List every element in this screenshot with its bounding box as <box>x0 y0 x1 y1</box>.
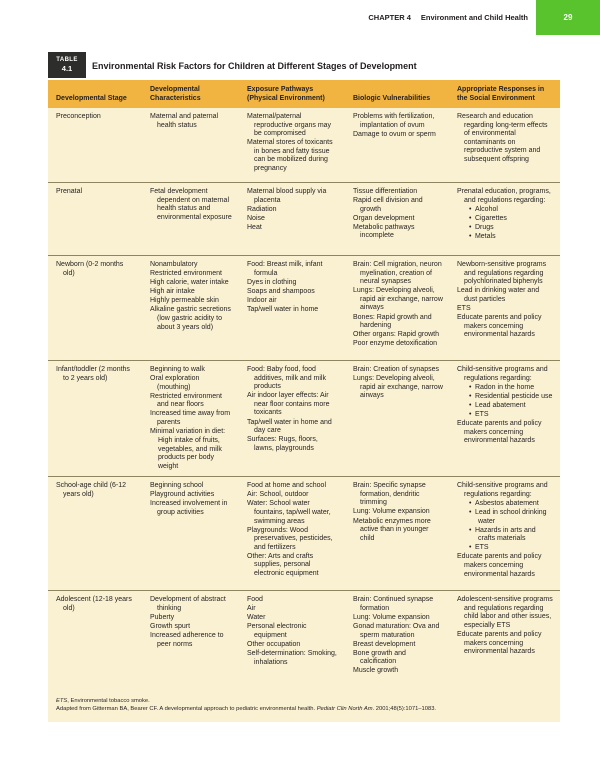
table-cell <box>142 477 239 590</box>
cell-line: Food at home and school <box>247 482 326 490</box>
cell-line: Water <box>247 614 266 622</box>
stage-cell <box>48 477 142 590</box>
cell-line: Growth spurt <box>150 622 191 630</box>
cell-line: Alkaline gastric secretions (low gastric acidity to about 3 years old) <box>150 306 231 331</box>
table-row <box>48 108 560 182</box>
table-cell <box>142 183 239 255</box>
table-cell <box>345 361 449 476</box>
table-badge <box>48 52 86 78</box>
chapter-title: Environment and Child Health <box>420 13 528 22</box>
table-cell <box>345 183 449 255</box>
table-cell <box>142 591 239 693</box>
cell-line: Infant/toddler (2 months to 2 years old) <box>56 366 130 382</box>
cell-line: Indoor air <box>247 296 277 304</box>
cell-line: Muscle growth <box>353 667 399 675</box>
cell-line: Beginning school <box>150 482 204 490</box>
cell-line: Lung: Volume expansion <box>353 613 430 621</box>
cell-line: • Lead abatement <box>469 401 526 409</box>
cell-line: High calorie, water intake <box>150 279 229 287</box>
cell-line: Other organs: Rapid growth <box>353 331 439 339</box>
cell-line: Maternal stores of toxicants in bones and fatty tissue can be mobilized during pregnancy <box>247 139 333 173</box>
table-title: Environmental Risk Factors for Children at Different Stages of Development <box>92 61 417 71</box>
footnote: ETS, Environmental tobacco smoke. <box>56 698 150 705</box>
cell-line: School-age child (6-12 years old) <box>56 482 127 498</box>
cell-line: ETS <box>457 304 471 312</box>
cell-line: Tap/well water in home and day care <box>247 418 332 435</box>
cell-line: Prenatal <box>56 188 83 195</box>
cell-line: • Metals <box>469 232 496 240</box>
cell-line: Maternal/paternal reproductive organs may be compromised <box>247 113 332 138</box>
table-badge-number: 4.1 <box>61 63 73 73</box>
cell-line: Highly permeable skin <box>150 297 219 305</box>
cell-line: Minimal variation in diet: <box>150 428 226 436</box>
table-cell <box>449 591 560 693</box>
cell-line: Educate parents and policy makers concerning environmental hazards <box>457 553 542 578</box>
cell-line: Other: Arts and crafts supplies, personal electronic equipment <box>247 552 319 578</box>
cell-line: Brain: Continued synapse formation <box>353 596 434 612</box>
stage-cell <box>48 591 142 693</box>
column-header: Developmental Characteristics <box>150 86 201 102</box>
table-cell <box>449 256 560 360</box>
cell-line: Bone growth and calcification <box>353 649 406 666</box>
cell-line: Metabolic enzymes more active than in younger child <box>353 517 431 542</box>
cell-line: Food: Baby food, food additives, milk and milk products <box>247 366 326 391</box>
cell-line: Lungs: Developing alveoli, rapid air exchange, narrow airways <box>353 375 443 400</box>
cell-line: Increased adherence to peer norms <box>150 632 224 648</box>
cell-line: Air indoor layer effects: Air near floor contains more toxicants <box>247 392 330 417</box>
stage-cell <box>48 361 142 476</box>
cell-line: Self-determination: Smoking, inhalations <box>247 650 337 666</box>
table-row <box>48 476 560 590</box>
cell-line: Bones: Rapid growth and hardening <box>353 313 432 330</box>
cell-line: Educate parents and policy makers concerning environmental hazards <box>457 420 542 445</box>
table-cell <box>449 361 560 476</box>
cell-line: • Hazards in arts and crafts materials <box>469 526 536 543</box>
cell-line: Increased time away from parents <box>150 410 231 427</box>
table-footnotes <box>48 693 560 722</box>
chapter-label: CHAPTER 4 <box>368 13 411 22</box>
cell-line: Brain: Creation of synapses <box>353 366 439 373</box>
cell-line: • Drugs <box>469 223 494 231</box>
table-cell <box>142 108 239 182</box>
table-caption-area <box>48 52 560 80</box>
table-cell <box>239 183 345 255</box>
page-number-box <box>536 0 600 35</box>
cell-line: • Alcohol <box>469 205 498 213</box>
cell-line: Adolescent-sensitive programs and regulations regarding child labor and other issues, especially ETS <box>457 596 553 629</box>
table-cell <box>449 183 560 255</box>
table-cell <box>239 477 345 590</box>
cell-line: Lung: Volume expansion <box>353 508 430 516</box>
cell-line: Increased involvement in group activities <box>150 500 228 516</box>
cell-line: Dyes in clothing <box>247 278 297 286</box>
cell-line: Problems with fertilization, implantation of ovum <box>353 113 435 129</box>
table-cell <box>449 477 560 590</box>
cell-line: Oral exploration (mouthing) <box>150 375 200 391</box>
cell-line: Brain: Cell migration, neuron myelination, creation of neural synapses <box>353 261 442 286</box>
table-cell <box>239 256 345 360</box>
cell-line: Metabolic pathways incomplete <box>353 223 415 240</box>
column-header: Developmental Stage <box>56 94 127 102</box>
table-body <box>48 108 560 722</box>
cell-line: Child-sensitive programs and regulations regarding: <box>457 366 548 382</box>
cell-line: High intake of fruits, vegetables, and milk products per body weight <box>158 437 222 471</box>
cell-line: Noise <box>247 214 265 222</box>
column-header: Biologic Vulnerabilities <box>353 94 431 102</box>
cell-line: • ETS <box>469 544 489 552</box>
cell-line: Soaps and shampoos <box>247 287 315 295</box>
cell-line: Child-sensitive programs and regulations regarding: <box>457 482 548 498</box>
cell-line: Educate parents and policy makers concerning environmental hazards <box>457 314 542 339</box>
cell-line: Radiation <box>247 205 277 213</box>
cell-line: Restricted environment <box>150 270 222 278</box>
cell-line: • Cigarettes <box>469 214 507 222</box>
cell-line: • Lead in school drinking water <box>469 508 547 525</box>
cell-line: Preconception <box>56 113 101 120</box>
table-cell <box>239 108 345 182</box>
cell-line: Playground activities <box>150 491 215 499</box>
cell-line: Organ development <box>353 214 415 222</box>
cell-line: Personal electronic equipment <box>247 623 307 639</box>
cell-line: Educate parents and policy makers concerning environmental hazards <box>457 631 542 656</box>
table-cell <box>345 477 449 590</box>
cell-line: Damage to ovum or sperm <box>353 130 436 138</box>
cell-line: Air: School, outdoor <box>247 491 309 499</box>
stage-cell <box>48 108 142 182</box>
cell-line: Restricted environment and near floors <box>150 392 222 409</box>
table-cell <box>345 108 449 182</box>
table-cell <box>345 591 449 693</box>
cell-line: Breast development <box>353 640 416 648</box>
cell-line: Playgrounds: Wood preservatives, pesticides, and fertilizers <box>247 526 333 551</box>
cell-line: Rapid cell division and growth <box>353 197 423 213</box>
table-cell <box>142 256 239 360</box>
table-row <box>48 255 560 360</box>
cell-line: Fetal development dependent on maternal health status and environmental exposure <box>150 188 232 221</box>
cell-line: Adolescent (12-18 years old) <box>56 596 132 612</box>
cell-line: Prenatal education, programs, and regulations regarding: <box>457 188 551 204</box>
running-head <box>368 13 528 22</box>
cell-line: Newborn-sensitive programs and regulations regarding polychlorinated biphenyls <box>457 261 547 286</box>
cell-line: Air <box>247 605 256 613</box>
column-header: Appropriate Responses in the Social Environment <box>457 86 545 102</box>
table-row <box>48 360 560 476</box>
table-row <box>48 182 560 255</box>
column-header: Exposure Pathways (Physical Environment) <box>247 86 325 102</box>
cell-line: • Radon in the home <box>469 383 535 391</box>
table-cell <box>142 361 239 476</box>
cell-line: Newborn (0-2 months old) <box>56 261 124 277</box>
stage-cell <box>48 256 142 360</box>
cell-line: Lead in drinking water and dust particles <box>457 287 540 303</box>
cell-line: Food: Breast milk, infant formula <box>247 261 323 277</box>
cell-line: • Residential pesticide use <box>469 392 553 400</box>
cell-line: Brain: Specific synapse formation, dendritic trimming <box>353 482 426 507</box>
page-number: 29 <box>563 13 573 22</box>
cell-line: Maternal blood supply via placenta <box>247 188 327 204</box>
cell-line: Tissue differentiation <box>353 188 418 195</box>
cell-line: Puberty <box>150 613 175 621</box>
cell-line: Poor enzyme detoxification <box>353 340 438 348</box>
footnote: Adapted from Gitterman BA, Bearer CF. A developmental approach to pediatric environmental health. Pediatr Clin North Am. 2001;48(5):1071–1083. <box>56 705 437 712</box>
cell-line: Maternal and paternal health status <box>150 113 219 129</box>
cell-line: Tap/well water in home <box>247 305 319 313</box>
table-column-headers <box>48 80 560 108</box>
cell-line: High air intake <box>150 288 195 296</box>
cell-line: Gonad maturation: Ova and sperm maturation <box>353 622 440 639</box>
cell-line: Nonambulatory <box>150 261 198 268</box>
cell-line: Other occupation <box>247 641 301 649</box>
cell-line: • Asbestos abatement <box>469 499 539 507</box>
cell-line: Beginning to walk <box>150 366 205 373</box>
cell-line: • ETS <box>469 410 489 418</box>
risk-factors-table <box>48 52 560 722</box>
table-row <box>48 590 560 693</box>
table-cell <box>239 591 345 693</box>
table-rows <box>48 108 560 693</box>
cell-line: Food <box>247 596 263 604</box>
table-cell <box>239 361 345 476</box>
table-cell <box>449 108 560 182</box>
cell-line: Water: School water fountains, tap/well water, swimming areas <box>247 500 331 525</box>
table-cell <box>345 256 449 360</box>
table-badge-label: TABLE <box>56 56 78 63</box>
cell-line: Research and education regarding long-term effects of environmental contaminants on reproductive system and subsequent offspring <box>457 113 548 163</box>
cell-line: Lungs: Developing alveoli, rapid air exchange, narrow airways <box>353 287 443 312</box>
cell-line: Heat <box>247 223 262 231</box>
stage-cell <box>48 183 142 255</box>
cell-line: Surfaces: Rugs, floors, lawns, playgrounds <box>247 436 318 452</box>
cell-line: Development of abstract thinking <box>150 596 226 612</box>
